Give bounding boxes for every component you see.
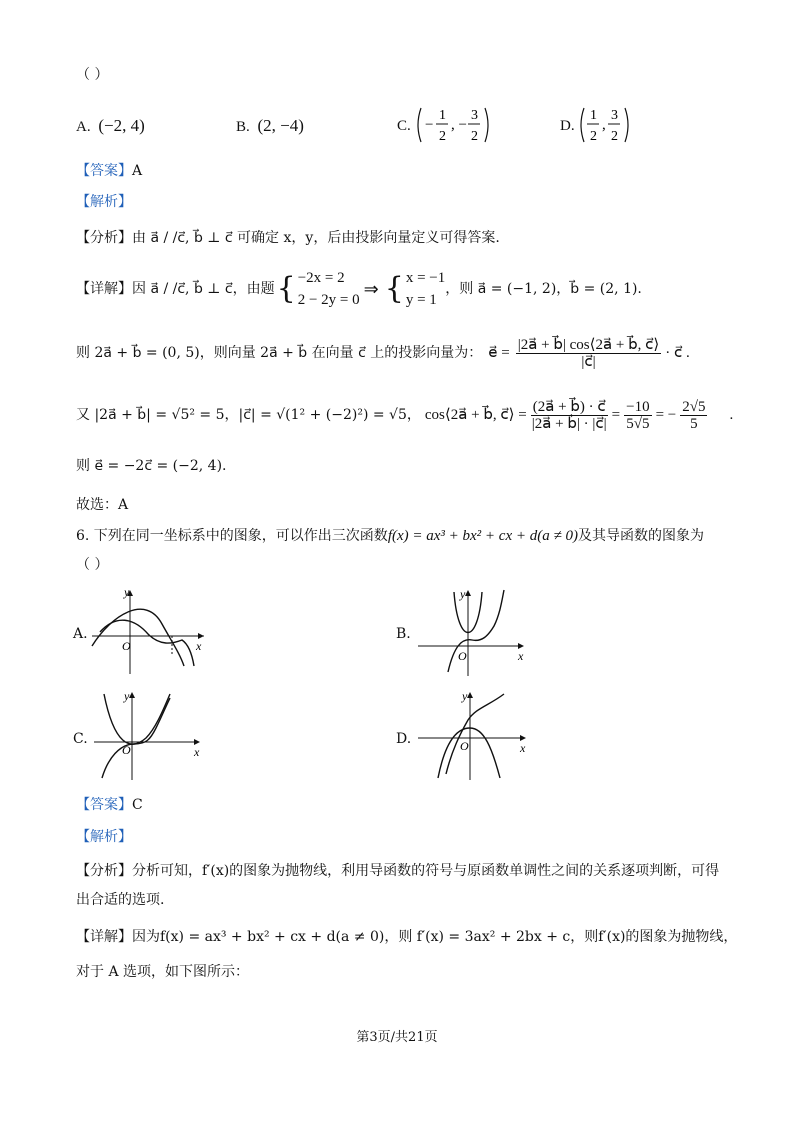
q6-stem xyxy=(76,527,704,545)
q6-fenxi-1 xyxy=(76,862,719,880)
prev-option-c xyxy=(397,104,493,146)
option-a-value: (−2, 4) xyxy=(98,116,145,135)
svg-text:2: 2 xyxy=(611,129,619,144)
line3-cos: cos⟨2a⃗ + b⃗, c⃗⟩ = xyxy=(424,407,527,423)
xiangjie-tag: 【详解】 xyxy=(76,929,132,945)
result-fraction xyxy=(680,399,707,432)
q6-formula: f(x) = ax³ + bx² + cx + d(a ≠ 0) xyxy=(387,528,578,544)
option-d-label: D. xyxy=(560,118,575,135)
prev-answer xyxy=(76,162,142,180)
curve-cubic xyxy=(448,590,504,672)
origin-label: O xyxy=(122,743,131,757)
y-arrow xyxy=(129,692,135,698)
prev-option-b xyxy=(236,116,304,136)
curve-cubic xyxy=(102,698,170,778)
option-c-fraction xyxy=(415,104,493,146)
curve-cubic xyxy=(100,620,194,666)
prev-option-d xyxy=(560,104,634,146)
fenxi-text: 由 a⃗ / /c⃗, b⃗ ⊥ c⃗ 可确定 x，y，后由投影向量定义可得答案. xyxy=(132,230,500,246)
line3-end: . xyxy=(729,407,734,423)
cos-fraction xyxy=(531,399,608,432)
line3-text: 又 |2a⃗ + b⃗| = √5² = 5，|c⃗| = √(1² + (−2)²) = √5， xyxy=(76,407,421,423)
value-denominator: 5√5 xyxy=(626,415,650,432)
implies-arrow: ⇒ xyxy=(363,279,379,299)
system-1 xyxy=(298,267,360,311)
answer-tag: 【答案】 xyxy=(76,797,132,813)
option-b-label: B. xyxy=(236,119,250,135)
q6-option-d-label: D. xyxy=(396,731,412,747)
answer-value: C xyxy=(132,797,143,813)
proj-lhs: e⃗ = xyxy=(488,345,510,361)
fenxi-line-1: 分析可知，f′(x)的图象为抛物线，利用导函数的符号与原函数单调性之间的关系逐项判断，可得 xyxy=(132,863,720,879)
xiangjie-pre: 因 a⃗ / /c⃗, b⃗ ⊥ c⃗，由题 xyxy=(132,281,275,297)
x-label: x xyxy=(520,741,526,755)
y-label: y xyxy=(124,585,130,599)
svg-text:, −: , − xyxy=(450,117,467,133)
eq-sign-1: = xyxy=(611,407,621,423)
option-b-value: (2, −4) xyxy=(257,116,304,135)
proj-numerator: |2a⃗ + b⃗| cos⟨2a⃗ + b⃗, c⃗⟩ xyxy=(517,336,660,353)
q6-fenxi-2: 出合适的选项. xyxy=(76,892,165,908)
svg-text:−: − xyxy=(424,117,433,133)
origin-label: O xyxy=(122,639,131,653)
svg-text:3: 3 xyxy=(470,108,478,123)
q6-stem-end: 及其导函数的图象为 xyxy=(577,528,704,544)
q6-graph-a xyxy=(86,584,212,676)
proj-tail: · c⃗ . xyxy=(665,345,690,361)
system-1-eq2: 2 − 2y = 0 xyxy=(297,292,360,308)
value-fraction xyxy=(624,399,651,432)
proj-fraction xyxy=(516,337,662,370)
system-2-eq1: x = −1 xyxy=(405,270,446,286)
prev-line-2 xyxy=(76,330,690,376)
x-label: x xyxy=(194,745,200,759)
svg-text:2: 2 xyxy=(438,129,446,144)
line2-text: 则 2a⃗ + b⃗ = (0, 5)，则向量 2a⃗ + b⃗ 在向量 c⃗ 上的投影向量为： xyxy=(76,345,483,361)
y-arrow xyxy=(467,692,473,698)
result-numerator: 2√5 xyxy=(682,398,706,415)
xiangjie-post: ，则 a⃗ = (−1, 2)，b⃗ = (2, 1). xyxy=(445,281,642,297)
q6-stem-text: 6. 下列在同一坐标系中的图象，可以作出三次函数 xyxy=(76,528,388,544)
brace-left-1: { xyxy=(276,271,296,306)
eq-sign-2: = − xyxy=(655,407,677,423)
y-label: y xyxy=(462,689,468,703)
cos-numerator: (2a⃗ + b⃗) · c⃗ xyxy=(532,398,606,415)
result-denominator: 5 xyxy=(690,415,698,432)
q6-option-b-label: B. xyxy=(396,626,411,642)
fenxi-tag: 【分析】 xyxy=(76,230,132,246)
q6-analysis-tag: 【解析】 xyxy=(76,829,132,845)
answer-tag: 【答案】 xyxy=(76,163,132,179)
q6-graph-d xyxy=(414,688,534,782)
prev-analysis-tag: 【解析】 xyxy=(76,194,132,210)
prev-choose: 故选：A xyxy=(76,497,129,513)
x-label: x xyxy=(518,649,524,663)
y-arrow xyxy=(465,590,471,596)
svg-text:3: 3 xyxy=(611,108,619,123)
xiangjie-line: 因为f(x) = ax³ + bx² + cx + d(a ≠ 0)，则 f′(x) = 3ax² + 2bx + c，则f′(x)的图象为抛物线， xyxy=(132,929,738,945)
option-d-fraction xyxy=(578,104,634,146)
system-1-eq1: −2x = 2 xyxy=(297,270,345,286)
xiangjie-tag: 【详解】 xyxy=(76,281,132,297)
prev-xiangjie xyxy=(76,264,642,314)
svg-text:2: 2 xyxy=(590,129,598,144)
svg-text:2: 2 xyxy=(470,129,478,144)
value-numerator: −10 xyxy=(626,398,650,415)
y-label: y xyxy=(124,689,130,703)
cos-denominator: |2a⃗ + b⃗| · |c⃗| xyxy=(531,415,607,432)
q6-graph-c xyxy=(90,688,210,782)
prev-line-3 xyxy=(76,390,733,440)
system-2-eq2: y = 1 xyxy=(405,292,437,308)
answer-value: A xyxy=(132,163,143,179)
origin-label: O xyxy=(458,649,467,663)
proj-denominator: |c⃗| xyxy=(581,353,596,370)
prev-paren: （ ） xyxy=(76,67,109,83)
brace-left-2: { xyxy=(384,271,404,306)
q6-option-a-label: A. xyxy=(73,626,88,642)
prev-fenxi xyxy=(76,229,500,247)
q6-answer xyxy=(76,796,143,814)
page-footer: 第3页/共21页 xyxy=(356,1030,438,1045)
option-a-label: A. xyxy=(76,119,91,135)
y-label: y xyxy=(460,587,466,601)
q6-paren: （ ） xyxy=(76,557,109,573)
prev-option-a xyxy=(76,116,145,136)
svg-text:,: , xyxy=(602,117,607,133)
svg-text:1: 1 xyxy=(590,108,598,123)
curve-parabola xyxy=(92,609,184,666)
q6-graph-b xyxy=(414,586,530,678)
system-2 xyxy=(406,267,445,311)
fenxi-tag: 【分析】 xyxy=(76,863,132,879)
q6-last-line: 对于 A 选项，如下图所示： xyxy=(76,964,250,980)
origin-label: O xyxy=(460,739,469,753)
q6-xiangjie xyxy=(76,928,737,946)
x-label: x xyxy=(196,639,202,653)
q6-option-c-label: C. xyxy=(73,731,88,747)
prev-line-4: 则 e⃗ = −2c⃗ = (−2, 4). xyxy=(76,458,227,474)
svg-text:1: 1 xyxy=(438,108,446,123)
option-c-label: C. xyxy=(397,118,411,135)
